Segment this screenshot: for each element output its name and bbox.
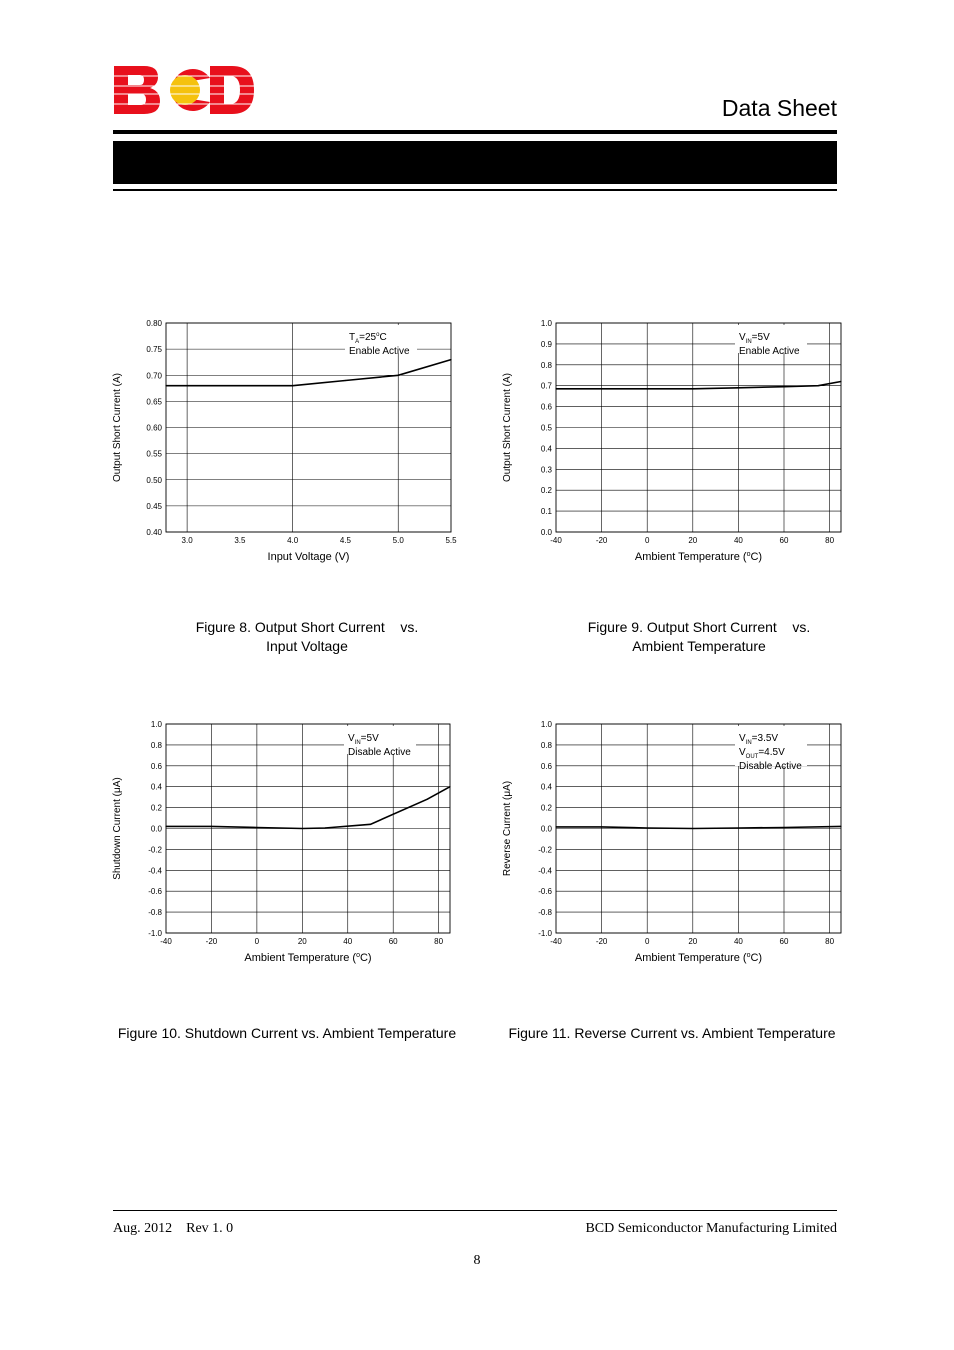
bcd-logo <box>112 64 256 116</box>
annotation-text: Enable Active <box>739 346 800 357</box>
data-point <box>427 799 428 800</box>
y-tick-label: -1.0 <box>148 929 162 938</box>
x-tick-label: 80 <box>434 937 444 946</box>
data-point <box>692 828 693 829</box>
y-tick-label: 0.8 <box>540 360 552 370</box>
x-tick-label: -40 <box>160 937 172 946</box>
logo-b-shape <box>114 66 160 114</box>
data-point <box>165 826 166 827</box>
data-point <box>165 385 166 386</box>
figure-11-caption: Figure 11. Reverse Current vs. Ambient Temperature <box>508 1025 836 1041</box>
y-tick-label: 0.0 <box>540 824 552 834</box>
data-point <box>783 827 784 828</box>
figure-10-chart <box>100 713 480 978</box>
x-axis-label: Ambient Temperature ($^o$C) <box>634 952 763 964</box>
x-tick-label: -20 <box>595 937 608 946</box>
figure-9-chart <box>490 312 870 577</box>
y-tick-label: 0.55 <box>146 449 162 459</box>
x-tick-label: 80 <box>825 937 835 946</box>
x-tick-label: 3.0 <box>181 536 193 545</box>
y-tick-label: 0.4 <box>540 444 552 454</box>
x-axis-label: Ambient Temperature ($^o$C) <box>634 551 763 563</box>
y-tick-label: 0.70 <box>146 371 162 381</box>
x-tick-label: -20 <box>595 536 608 545</box>
x-tick-label: 20 <box>688 536 698 545</box>
y-tick-label: 0.6 <box>150 761 162 771</box>
x-tick-label: 40 <box>733 536 743 545</box>
y-tick-label: 0.3 <box>540 465 552 475</box>
x-tick-label: 4.5 <box>339 536 352 545</box>
data-point <box>345 380 346 381</box>
header-black-bar <box>113 141 837 184</box>
data-point <box>840 381 841 382</box>
annotation-text: Disable Active <box>739 761 802 772</box>
y-axis-label: Output Short Current (A) <box>112 373 123 482</box>
y-tick-label: 1.0 <box>150 720 162 729</box>
data-point <box>601 388 602 389</box>
y-axis-label: Reverse Current (μA) <box>502 780 513 877</box>
y-tick-label: -0.2 <box>538 845 552 855</box>
annotation-text: $V_{IN}=3.5V$ <box>739 733 779 746</box>
x-tick-label: 80 <box>825 536 835 545</box>
logo-d-shape <box>210 66 254 114</box>
figure-8-caption: Figure 8. Output Short Current vs. Input Voltage <box>195 619 419 654</box>
data-point <box>239 385 240 386</box>
annotation-text: Disable Active <box>348 747 411 758</box>
data-point <box>647 827 648 828</box>
y-tick-label: -0.6 <box>148 887 162 897</box>
data-point <box>450 359 451 360</box>
series-line <box>556 826 841 828</box>
document-title: Data Sheet <box>721 95 837 121</box>
data-point <box>647 388 648 389</box>
y-tick-label: 0.6 <box>540 402 552 412</box>
y-tick-label: 0.40 <box>146 528 162 537</box>
logo-letter-b <box>114 66 160 114</box>
data-point <box>187 385 188 386</box>
x-tick-label: -20 <box>205 937 218 946</box>
y-tick-label: 0.50 <box>146 475 162 485</box>
y-tick-label: 0.75 <box>146 345 162 355</box>
y-tick-label: -0.8 <box>148 908 162 918</box>
series-line <box>166 360 451 386</box>
annotation-text: $V_{IN}=5V$ <box>348 733 379 746</box>
figure-11-chart <box>490 713 870 978</box>
figure-9-caption: Figure 9. Output Short Current vs. Ambient Temperature <box>587 619 811 654</box>
y-tick-label: 0.9 <box>540 339 552 349</box>
x-axis-label: Input Voltage (V) <box>267 551 350 563</box>
y-tick-label: 0.60 <box>146 423 162 433</box>
data-point <box>555 388 556 389</box>
data-point <box>398 375 399 376</box>
figure-8-chart <box>100 312 480 577</box>
x-tick-label: -40 <box>550 536 562 545</box>
x-tick-label: 60 <box>388 937 398 946</box>
data-point <box>692 388 693 389</box>
x-tick-label: 5.5 <box>445 536 457 545</box>
x-tick-label: 60 <box>779 937 789 946</box>
x-tick-label: 40 <box>343 937 353 946</box>
figure-10-caption: Figure 10. Shutdown Current vs. Ambient Temperature <box>117 1025 457 1041</box>
data-point <box>449 786 450 787</box>
data-point <box>783 386 784 387</box>
page-number: 8 <box>473 1253 481 1268</box>
data-point <box>555 826 556 827</box>
y-tick-label: 0.0 <box>540 528 552 537</box>
x-tick-label: 0 <box>644 536 650 545</box>
x-tick-label: 20 <box>688 937 698 946</box>
data-point <box>738 387 739 388</box>
annotation-box <box>735 726 807 766</box>
y-tick-label: 0.2 <box>540 803 552 813</box>
series-line <box>556 382 841 389</box>
footer-company: BCD Semiconductor Manufacturing Limited <box>585 1221 837 1236</box>
y-tick-label: 0.6 <box>540 761 552 771</box>
footer-date-revision: Aug. 2012 Rev 1. 0 <box>113 1221 234 1236</box>
x-tick-label: 40 <box>733 937 743 946</box>
y-tick-label: 0.0 <box>150 824 162 834</box>
annotation-text: $V_{IN}=5V$ <box>739 332 770 345</box>
x-axis-label: Ambient Temperature ($^o$C) <box>244 952 372 964</box>
y-tick-label: -0.8 <box>538 908 552 918</box>
y-tick-label: 0.8 <box>540 740 552 750</box>
x-tick-label: 20 <box>297 937 307 946</box>
data-point <box>292 385 293 386</box>
y-tick-label: 0.65 <box>146 397 162 407</box>
annotation-text: $T_A=25^oC$ <box>349 332 387 345</box>
y-tick-label: 1.0 <box>540 319 552 328</box>
y-tick-label: 0.45 <box>146 501 162 511</box>
y-tick-label: 0.5 <box>540 423 552 433</box>
y-tick-label: -0.4 <box>148 866 162 876</box>
data-point <box>840 826 841 827</box>
y-tick-label: 0.2 <box>150 803 162 813</box>
x-tick-label: 3.5 <box>234 536 246 545</box>
y-tick-label: 0.1 <box>540 507 552 517</box>
x-tick-label: -40 <box>550 937 562 946</box>
data-point <box>370 824 371 825</box>
y-axis-label: Output Short Current (A) <box>502 373 513 482</box>
header-rule-bottom <box>113 189 837 191</box>
x-tick-label: 0 <box>644 937 650 946</box>
data-point <box>738 827 739 828</box>
data-point <box>211 826 212 827</box>
y-tick-label: 0.80 <box>146 319 162 328</box>
x-tick-label: 0 <box>254 937 260 946</box>
y-tick-label: -0.6 <box>538 887 552 897</box>
y-tick-label: 0.4 <box>540 782 552 792</box>
data-point <box>256 827 257 828</box>
y-tick-label: 0.2 <box>540 486 552 496</box>
x-tick-label: 5.0 <box>392 536 404 545</box>
y-tick-label: 0.7 <box>540 381 552 391</box>
data-point <box>324 827 325 828</box>
annotation-text: $V_{OUT}=4.5V$ <box>739 747 785 760</box>
y-tick-label: 0.4 <box>150 782 162 792</box>
y-tick-label: 0.8 <box>150 740 162 750</box>
annotation-text: Enable Active <box>349 346 410 357</box>
data-point <box>818 385 819 386</box>
footer-rule <box>113 1210 837 1211</box>
header-rule-top <box>113 130 837 134</box>
data-point <box>302 828 303 829</box>
x-tick-label: 60 <box>779 536 789 545</box>
y-tick-label: 1.0 <box>540 720 552 729</box>
y-tick-label: -0.2 <box>148 845 162 855</box>
data-point <box>601 826 602 827</box>
y-axis-label: Shutdown Current (μA) <box>112 777 123 880</box>
y-tick-label: -0.4 <box>538 866 552 876</box>
logo-yellow-dot <box>170 75 200 105</box>
y-tick-label: -1.0 <box>538 929 552 938</box>
x-tick-label: 4.0 <box>287 536 299 545</box>
